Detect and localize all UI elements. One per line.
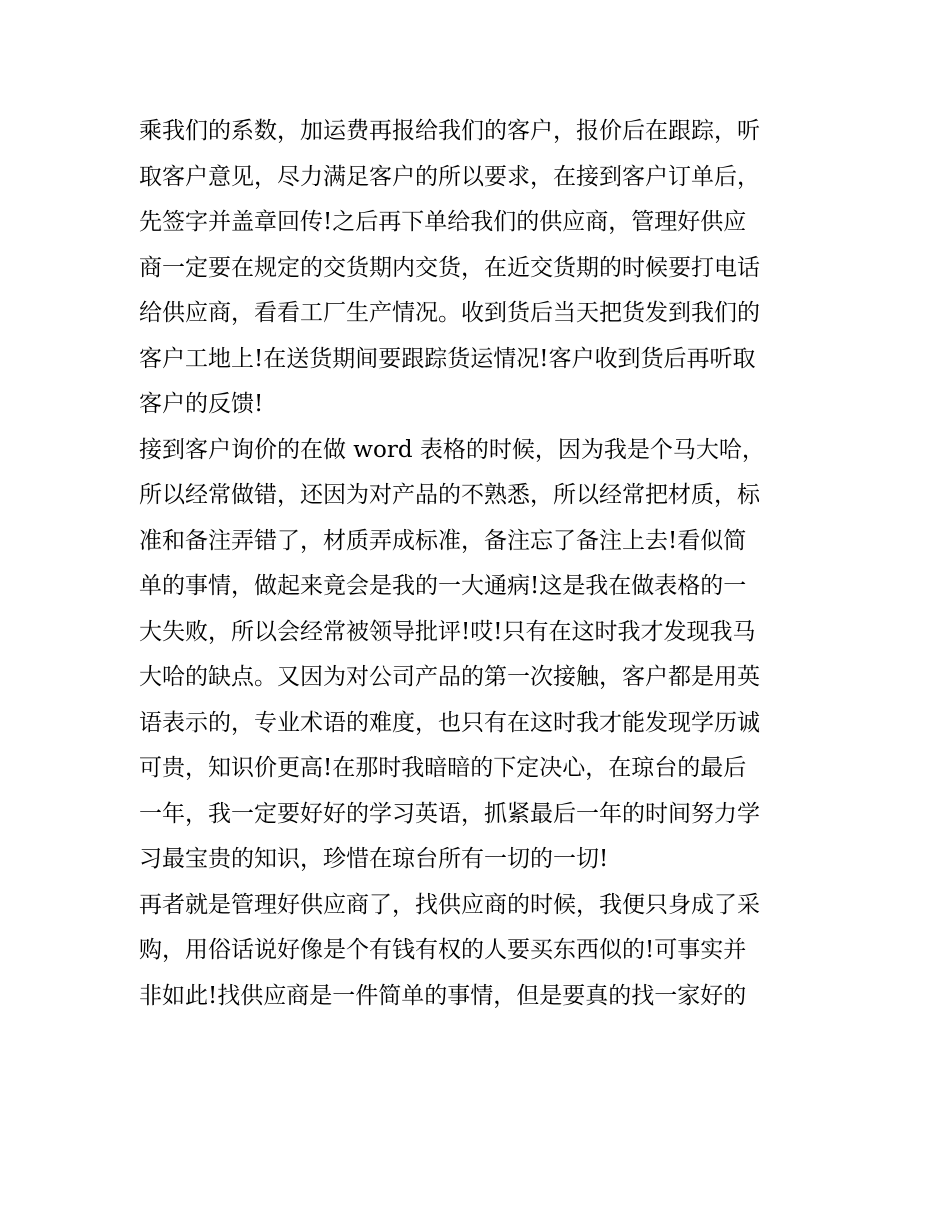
text-line: 大失败，所以会经常被领导批评!哎!只有在这时我才发现我马 <box>139 618 756 645</box>
text-line: 商一定要在规定的交货期内交货，在近交货期的时候要打电话 <box>139 254 760 281</box>
document-body-text <box>139 109 819 1019</box>
text-line: 再者就是管理好供应商了，找供应商的时候，我便只身成了采 <box>139 891 760 918</box>
text-line: 语表示的，专业术语的难度，也只有在这时我才能发现学历诚 <box>139 709 760 736</box>
text-line: 可贵，知识价更高!在那时我暗暗的下定决心，在琼台的最后 <box>139 755 747 781</box>
text-line: 客户的反馈! <box>139 391 264 417</box>
text-line: 乘我们的系数，加运费再报给我们的客户，报价后在跟踪，听 <box>139 118 760 144</box>
text-line: 一年，我一定要好好的学习英语，抓紧最后一年的时间努力学 <box>139 800 760 827</box>
text-line: 单的事情，做起来竟会是我的一大通病!这是我在做表格的一 <box>139 573 747 599</box>
text-line: 大哈的缺点。又因为对公司产品的第一次接触，客户都是用英 <box>139 664 760 690</box>
text-line: 客户工地上!在送货期间要跟踪货运情况!客户收到货后再听取 <box>139 345 756 372</box>
text-line: 习最宝贵的知识，珍惜在琼台所有一切的一切! <box>139 846 609 872</box>
text-line: 取客户意见，尽力满足客户的所以要求，在接到客户订单后， <box>139 163 760 190</box>
text-line: 给供应商，看看工厂生产情况。收到货后当天把货发到我们的 <box>139 300 760 326</box>
text-line: 先签字并盖章回传!之后再下单给我们的供应商，管理好供应 <box>139 209 747 235</box>
text-line: 准和备注弄错了，材质弄成标准，备注忘了备注上去!看似简 <box>139 527 747 554</box>
text-line: 非如此!找供应商是一件简单的事情，但是要真的找一家好的 <box>139 982 747 1009</box>
text-line: 接到客户询价的在做 word 表格的时候，因为我是个马大哈， <box>139 436 765 463</box>
text-line: 购，用俗话说好像是个有钱有权的人要买东西似的!可事实并 <box>139 937 747 963</box>
text-line: 所以经常做错，还因为对产品的不熟悉，所以经常把材质，标 <box>139 482 760 508</box>
